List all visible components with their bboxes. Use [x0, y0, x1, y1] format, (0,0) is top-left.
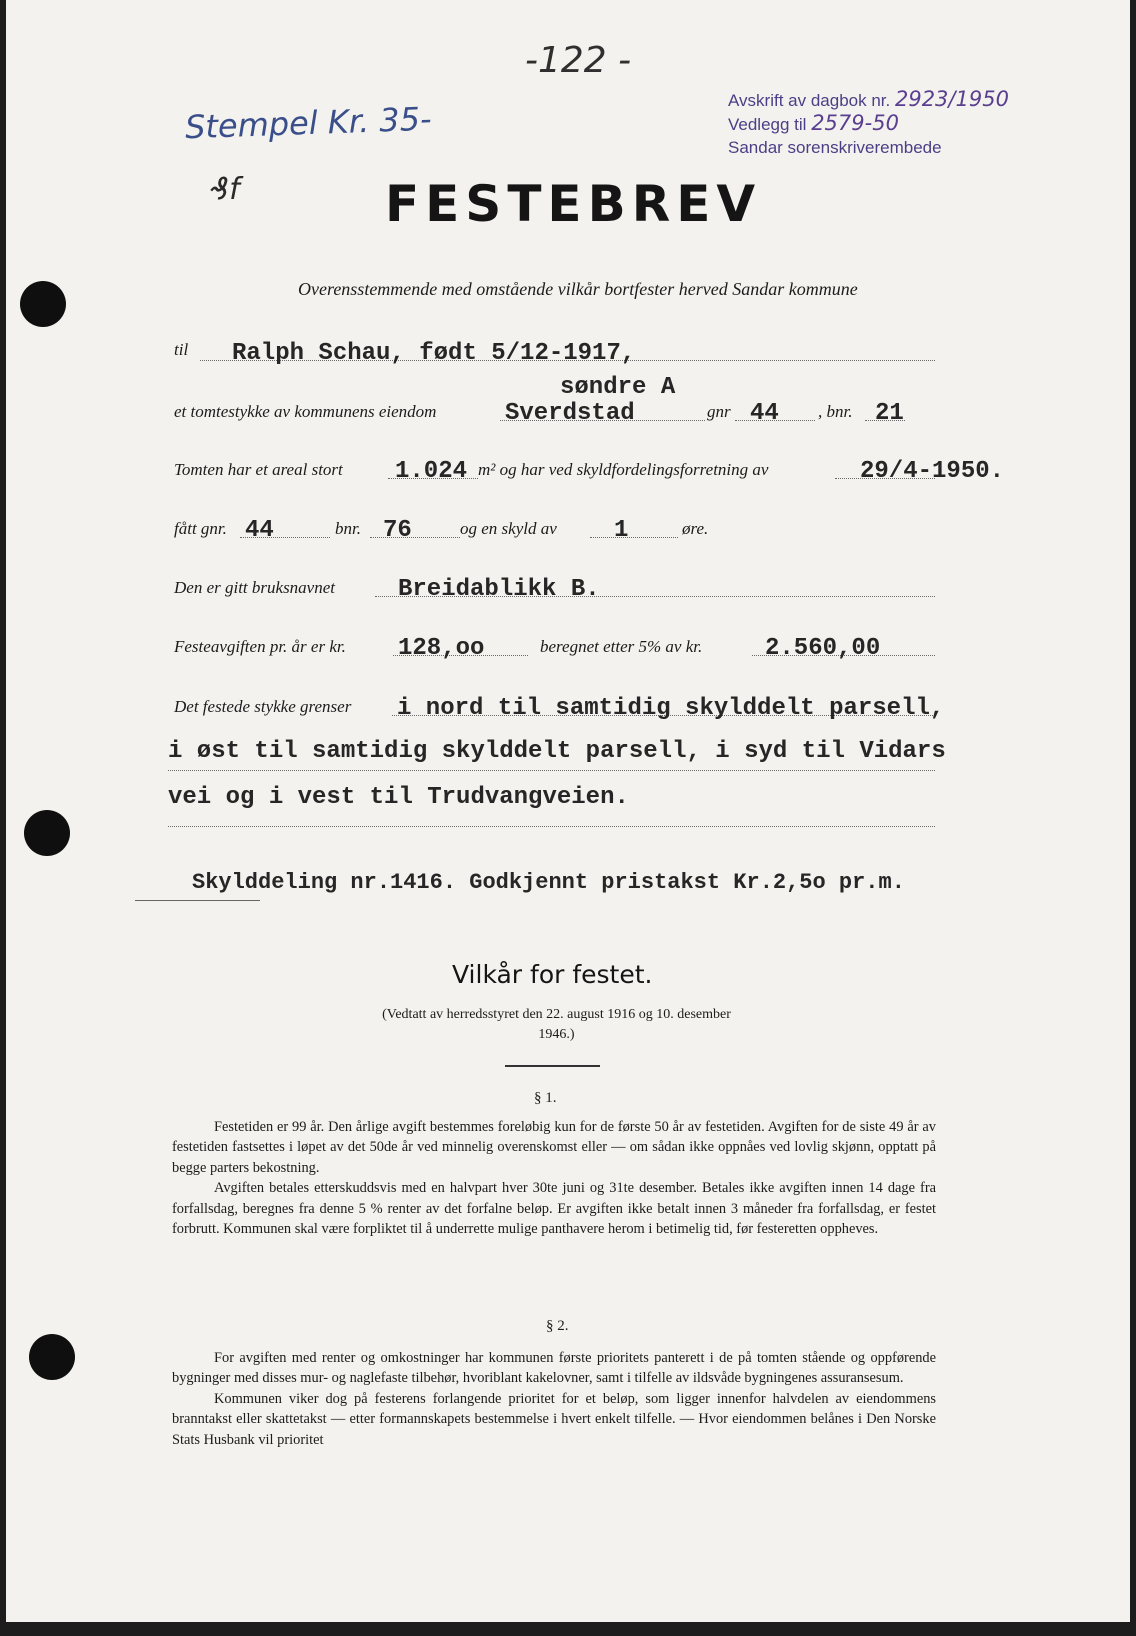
stamp-note: Stempel Kr. 35-	[184, 99, 433, 147]
document-title: FESTEBREV	[385, 175, 762, 233]
grenser-line-3	[168, 826, 935, 827]
areal-value: 1.024	[395, 458, 468, 485]
eiendom-value: Sverdstad	[505, 400, 635, 427]
punch-hole-3	[29, 1334, 75, 1380]
scan-edge-left	[0, 0, 6, 1636]
vilkar-title: Vilkår for festet.	[452, 960, 653, 989]
eiendom-prefix: søndre A	[560, 374, 676, 401]
lessee-name: Ralph Schau, født 5/12-1917,	[232, 340, 636, 367]
office-name: Sandar sorenskriverembede	[728, 138, 942, 157]
bruksnavn-value: Breidablikk B.	[398, 576, 600, 603]
avskrift-prefix: Avskrift av	[728, 91, 807, 110]
intro-text: Overensstemmende med omstående vilkår bortfester herved Sandar kommune	[298, 279, 858, 299]
registry-stamp	[728, 88, 1009, 159]
skyld-label: og en skyld av	[460, 519, 557, 538]
fatt-bnr-label: bnr.	[335, 519, 361, 538]
vilkar-subtitle: (Vedtatt av herredsstyret den 22. august 1916 og 10. desember 1946.)	[382, 1007, 731, 1042]
dagbok-number: 2923/1950	[894, 87, 1009, 111]
skyld-value: 1	[614, 517, 629, 544]
forretning-date: 29/4-1950.	[860, 458, 1005, 485]
section-2-mark: § 2.	[546, 1318, 569, 1334]
beregnet-value: 2.560,00	[765, 635, 881, 662]
dagbok-label: dagbok nr.	[810, 91, 891, 110]
grenser-text-1: i nord til samtidig skylddelt parsell,	[397, 695, 945, 722]
section-1-mark: § 1.	[534, 1090, 557, 1106]
avgift-label: Festeavgiften pr. år er kr.	[174, 637, 346, 656]
section-2-paragraph-1: For avgiften med renter og omkostninger har kommunen første prioritets panterett i de på tomten stående og oppførende bygninger med disses mur- og naglefaste tilbehør, hvoriblant kakelovner, samt i tilfelle av ildsvåde bygningenes assuransesum.	[172, 1350, 936, 1387]
section-1-body	[172, 1117, 936, 1239]
fatt-bnr-value: 76	[383, 517, 412, 544]
grenser-label: Det festede stykke grenser	[174, 697, 352, 716]
vedlegg-label: Vedlegg til	[728, 115, 807, 134]
punch-hole-2	[24, 810, 70, 856]
skyldeling-rule	[135, 900, 260, 901]
bruksnavn-label: Den er gitt bruksnavnet	[174, 578, 335, 597]
skyldeling-note: Skylddeling nr.1416. Godkjennt pristakst Kr.2,5o pr.m.	[192, 870, 905, 895]
page-number: -122 -	[525, 40, 632, 81]
areal-label: Tomten har et areal stort	[174, 460, 343, 479]
initials: ₰f	[210, 172, 240, 207]
areal-unit: m² og har ved skyldfordelingsforretning av	[478, 460, 769, 479]
scan-edge-right	[1130, 0, 1136, 1636]
punch-hole-1	[20, 281, 66, 327]
section-2-paragraph-2: Kommunen viker dog på festerens forlangende prioritet for et beløp, som ligger innenfor halvdelen av eiendommens branntakst eller skattetakst — etter formannskapets bestemmelse i hvert enkelt tilfelle. — Hvor eiendommen belånes i Den Norske Stats Husbank vil prioritet	[172, 1390, 936, 1448]
grenser-text-3: vei og i vest til Trudvangveien.	[168, 784, 629, 811]
scan-edge-bottom	[0, 1622, 1136, 1636]
section-1-paragraph-2: Avgiften betales etterskuddsvis med en halvpart hver 30te juni og 31te desember. Betales ikke avgiften innen 14 dage fra forfallsdag, beregnes fra denne 5 % renter av det forfalne beløp. Er avgiften ikke betalt innen 3 måneder fra forfallsdag, er festet forbrutt. Kommunen skal være forpliktet til å underrette mulige panthavere herom i betimelig tid, før festeretten oppheves.	[172, 1180, 936, 1238]
skyld-unit: øre.	[682, 519, 709, 538]
section-2-body	[172, 1348, 936, 1450]
grenser-text-2: i øst til samtidig skylddelt parsell, i syd til Vidars	[168, 738, 946, 765]
fatt-gnr-label: fått gnr.	[174, 519, 227, 538]
bnr-value: 21	[875, 400, 904, 427]
section-divider	[505, 1065, 600, 1067]
vedlegg-number: 2579-50	[811, 111, 899, 135]
gnr-label: gnr	[707, 402, 731, 421]
bnr-label: , bnr.	[818, 402, 853, 421]
fatt-gnr-value: 44	[245, 517, 274, 544]
section-1-paragraph-1: Festetiden er 99 år. Den årlige avgift bestemmes foreløbig kun for de første 50 år av festetiden. Avgiften for de siste 49 år av festetiden fastsettes i løpet av det 50de år ved minnelig overenskomst eller — om sådan ikke oppnåes ved lovlig skjønn, opptatt på begge parters bekostning.	[172, 1119, 936, 1176]
avgift-value: 128,oo	[398, 635, 485, 662]
eiendom-label: et tomtestykke av kommunens eiendom	[174, 402, 437, 421]
beregnet-label: beregnet etter 5% av kr.	[540, 637, 703, 656]
gnr-value: 44	[750, 400, 779, 427]
til-label: til	[174, 340, 189, 359]
skyld-line	[590, 537, 678, 538]
grenser-line-2	[168, 770, 935, 771]
